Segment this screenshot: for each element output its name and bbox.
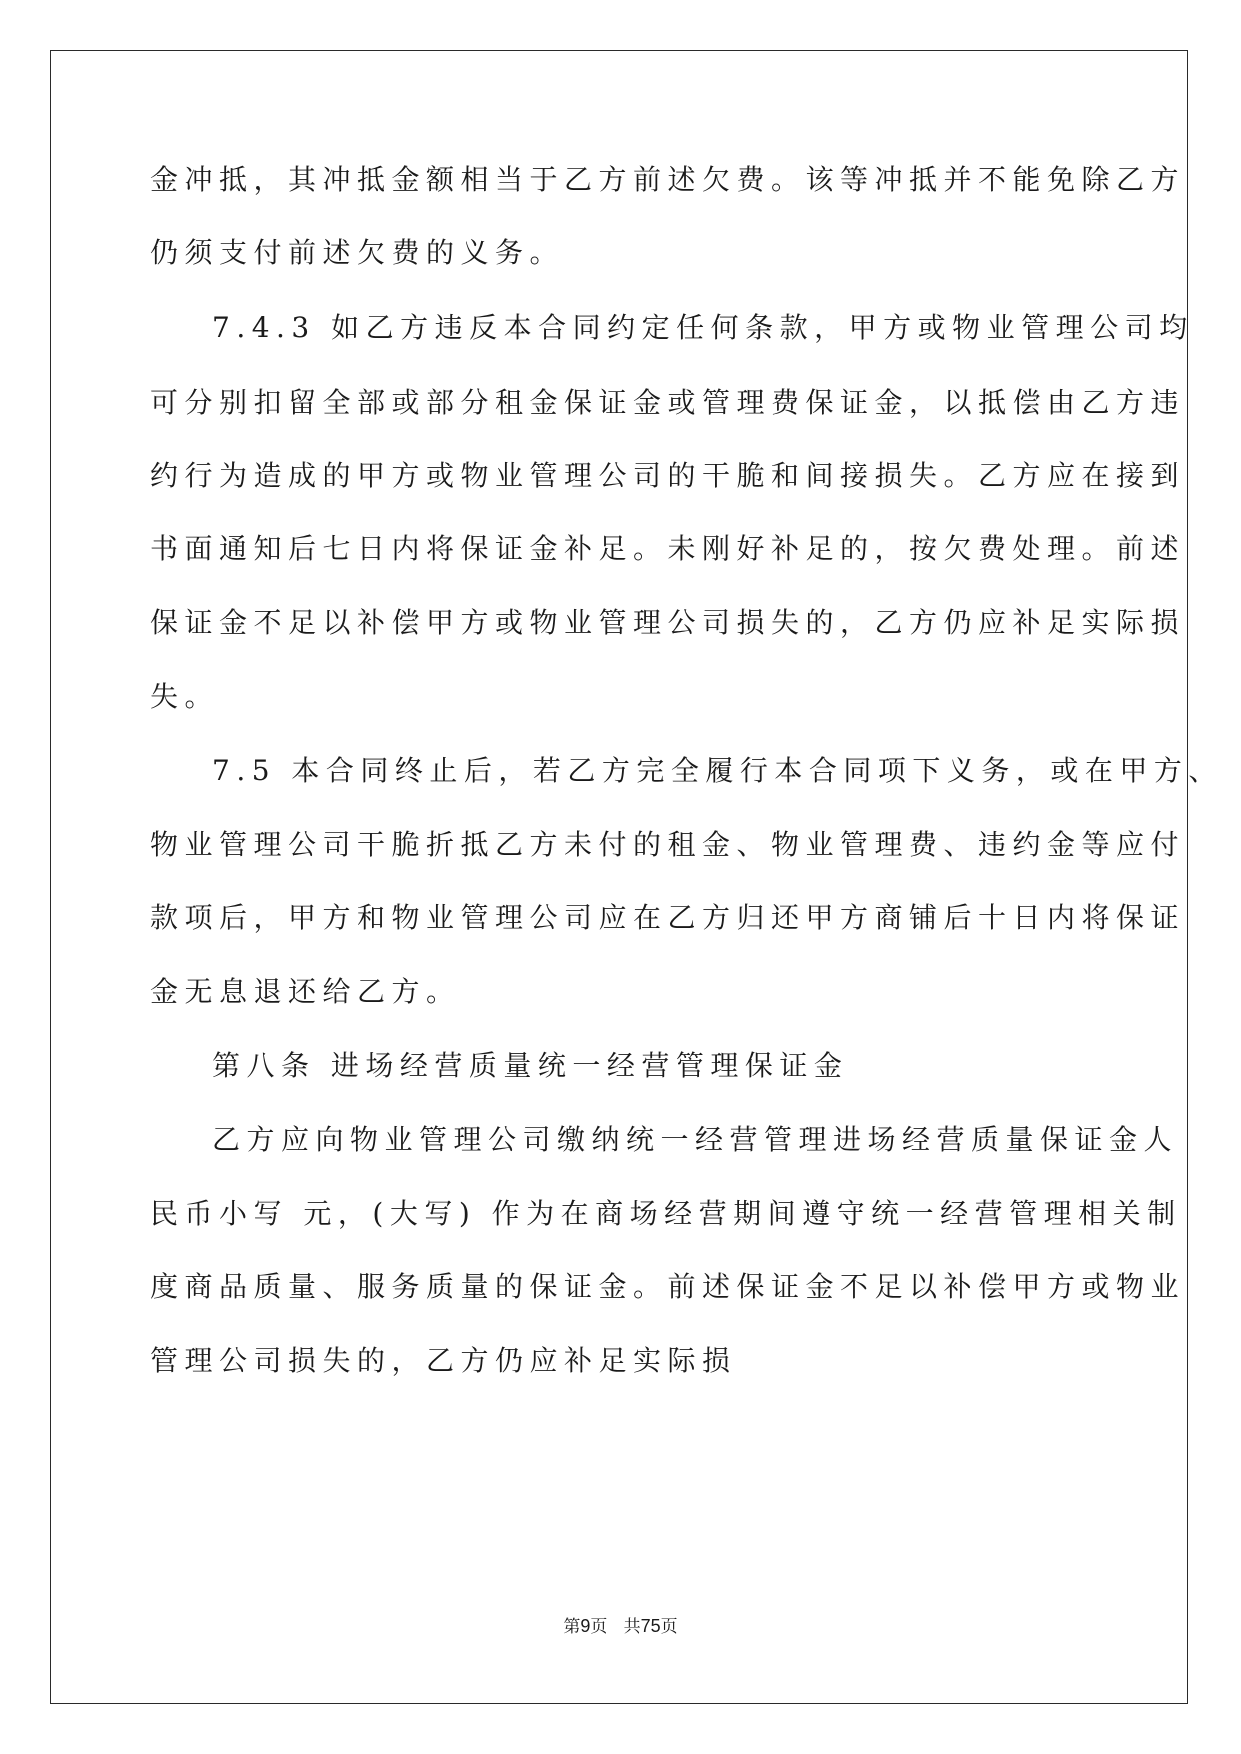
- text-line: 金无息退还给乙方。: [150, 975, 461, 1008]
- text-line: 款项后，甲方和物业管理公司应在乙方归还甲方商铺后十日内将保证: [150, 901, 1186, 934]
- text-line: 管理公司损失的，乙方仍应补足实际损: [150, 1344, 737, 1377]
- text-line: 仍须支付前述欠费的义务。: [150, 236, 565, 269]
- text-line: 约行为造成的甲方或物业管理公司的干脆和间接损失。乙方应在接到: [150, 459, 1186, 492]
- page-border: [50, 50, 1188, 1704]
- total-pages: 75: [640, 1616, 661, 1636]
- text-line: 7.4.3 如乙方违反本合同约定任何条款，甲方或物业管理公司均: [212, 311, 1194, 344]
- text-line: 保证金不足以补偿甲方或物业管理公司损失的，乙方仍应补足实际损: [150, 606, 1186, 639]
- section-heading: 第八条 进场经营质量统一经营管理保证金: [212, 1049, 849, 1082]
- text-line: 民币小写 元，(大写) 作为在商场经营期间遵守统一经营管理相关制: [150, 1197, 1182, 1230]
- page-prefix: 第: [563, 1617, 581, 1637]
- text-line: 度商品质量、服务质量的保证金。前述保证金不足以补偿甲方或物业: [150, 1270, 1186, 1303]
- text-line: 金冲抵，其冲抵金额相当于乙方前述欠费。该等冲抵并不能免除乙方: [150, 163, 1186, 196]
- total-suffix: 页: [660, 1617, 678, 1637]
- page-number: 9: [580, 1616, 591, 1636]
- total-prefix: 共: [623, 1617, 641, 1637]
- text-line: 乙方应向物业管理公司缴纳统一经营管理进场经营质量保证金人: [212, 1123, 1179, 1156]
- text-line: 物业管理公司干脆折抵乙方未付的租金、物业管理费、违约金等应付: [150, 828, 1186, 861]
- text-line: 书面通知后七日内将保证金补足。未刚好补足的，按欠费处理。前述: [150, 532, 1186, 565]
- text-line: 失。: [150, 680, 220, 713]
- page-footer: [0, 1612, 1241, 1637]
- text-line: 7.5 本合同终止后，若乙方完全履行本合同项下义务，或在甲方、: [212, 754, 1223, 787]
- page-suffix: 页: [590, 1617, 608, 1637]
- text-line: 可分别扣留全部或部分租金保证金或管理费保证金，以抵偿由乙方违: [150, 386, 1186, 419]
